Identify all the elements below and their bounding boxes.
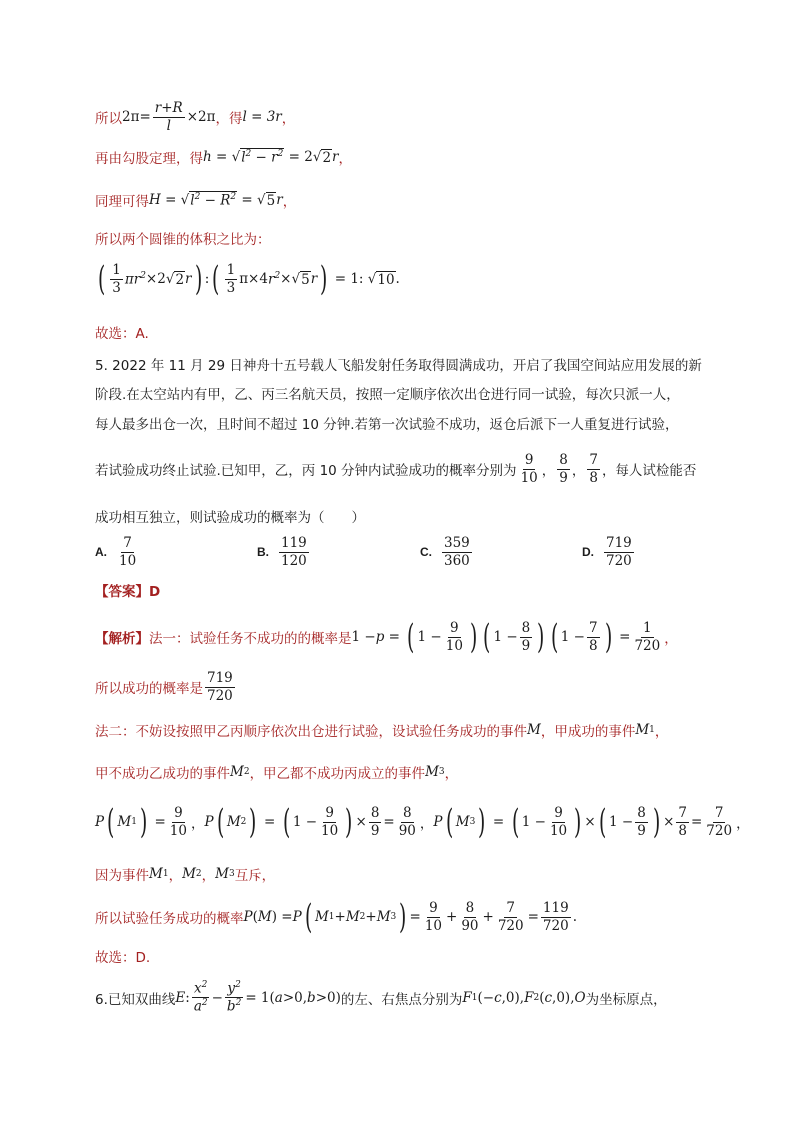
question-6: 6.已知双曲线 E : $\frac{x^2}{a^2}$ − $\frac{y^2}{b^2}$ = 1( a >0, b >0) 的左、右焦点分别为 F 1 (− c ,0), F 2 ( c ,0), O 为坐标原点， bbox=[95, 980, 667, 1015]
solution-line-1: 所以 2π= $\frac{r+R}{l}$ ×2π ， 得 l = 3r ， bbox=[95, 100, 296, 134]
volume-ratio-formula: ( $\frac{1}{3}$ $\pi r^2$ ×2√ 2 r ) : ( $\frac{1}{3}$ π×4 $r^2$ ×√ 5 r ) = 1: √ 10 . bbox=[97, 259, 400, 300]
fraction: $\frac{r+R}{l}$ bbox=[154, 100, 183, 134]
question-5-line-5: 成功相互独立，则试验成功的概率为（ ） bbox=[95, 510, 365, 526]
question-5-line-1: 5. 2022 年 11 月 29 日神舟十五号载人飞船发射任务取得圆满成功，开启了我国空间站应用发展的新 bbox=[95, 358, 702, 374]
solution-line-2: 再由勾股定理，得 h = √ $l^2 - r^2$ = 2√ 2 r ， bbox=[95, 149, 353, 167]
question-5-line-3: 每人最多出仓一次，且时间不超过 10 分钟.若第一次试验不成功，返仓后派下一人重复进行试验， bbox=[95, 417, 679, 433]
event-probabilities: P ( M 1 ) = $\frac{9}{10}$ ， P ( M 2 ) = ( 1 − $\frac{9}{10}$ ) × $\frac{8}{9}$ = $\frac{8}{90}$ ， P ( M 3 ) = ( 1 − $\frac{9}{10}$ ) × ( 1 − $\frac{8}{9}$ ) × $\frac{7}{8}$ = $\frac{7}{720}$ ， bbox=[95, 802, 750, 843]
answer: 【答案】D bbox=[95, 584, 161, 600]
total-probability: 所以试验任务成功的概率 P ( M ) = P ( M 1 + M 2 + M 3 ) = $\frac{9}{10}$ + $\frac{8}{90}$ + $\frac{7}{720}$ = $\frac{119}{720}$ . bbox=[95, 897, 577, 938]
option-b: B. $\frac{119}{120}$ bbox=[257, 535, 307, 569]
option-c: C. $\frac{359}{360}$ bbox=[420, 535, 470, 569]
question-5-line-2: 阶段.在太空站内有甲，乙、丙三名航天员，按照一定顺序依次出仓进行同一试验，每次只派一人， bbox=[95, 387, 680, 403]
option-d: D. $\frac{719}{720}$ bbox=[582, 535, 632, 569]
option-a: A. $\frac{7}{10}$ bbox=[95, 535, 137, 569]
analysis-method-1: 【解析】 法一：试验任务不成功的的概率是 1 − p = ( 1 − $\frac{9}{10}$ ) ( 1 − $\frac{8}{9}$ ) ( 1 − $\frac{7}{8}$ ) = $\frac{1}{720}$ ， bbox=[95, 617, 678, 658]
success-probability: 所以成功的概率是 $\frac{719}{720}$ bbox=[95, 670, 233, 704]
final-choice: 故选：D. bbox=[95, 950, 151, 966]
solution-line-3: 同理可得 H = √ $l^2 - R^2$ = √ 5 r ， bbox=[95, 192, 297, 210]
analysis-method-2-line-2: 甲不成功乙成功的事件 M 2 ，甲乙都不成功丙成立的事件 M 3 ， bbox=[95, 764, 459, 782]
question-5-line-4: 若试验成功终止试验.已知甲，乙，丙 10 分钟内试验成功的概率分别为 $\frac{9}{10}$ ， $\frac{8}{9}$ ， $\frac{7}{8}$ ，每人试检能否 bbox=[95, 452, 697, 486]
analysis-method-2-line-1: 法二：不妨设按照甲乙丙顺序依次出仓进行试验，设试验任务成功的事件 M ，甲成功的事件 M 1 ， bbox=[95, 722, 669, 740]
previous-choice: 故选：A. bbox=[95, 326, 149, 342]
solution-line-4: 所以两个圆锥的体积之比为： bbox=[95, 232, 271, 248]
mutually-exclusive: 因为事件 M 1 ， M 2 ， M 3 互斥， bbox=[95, 866, 276, 884]
